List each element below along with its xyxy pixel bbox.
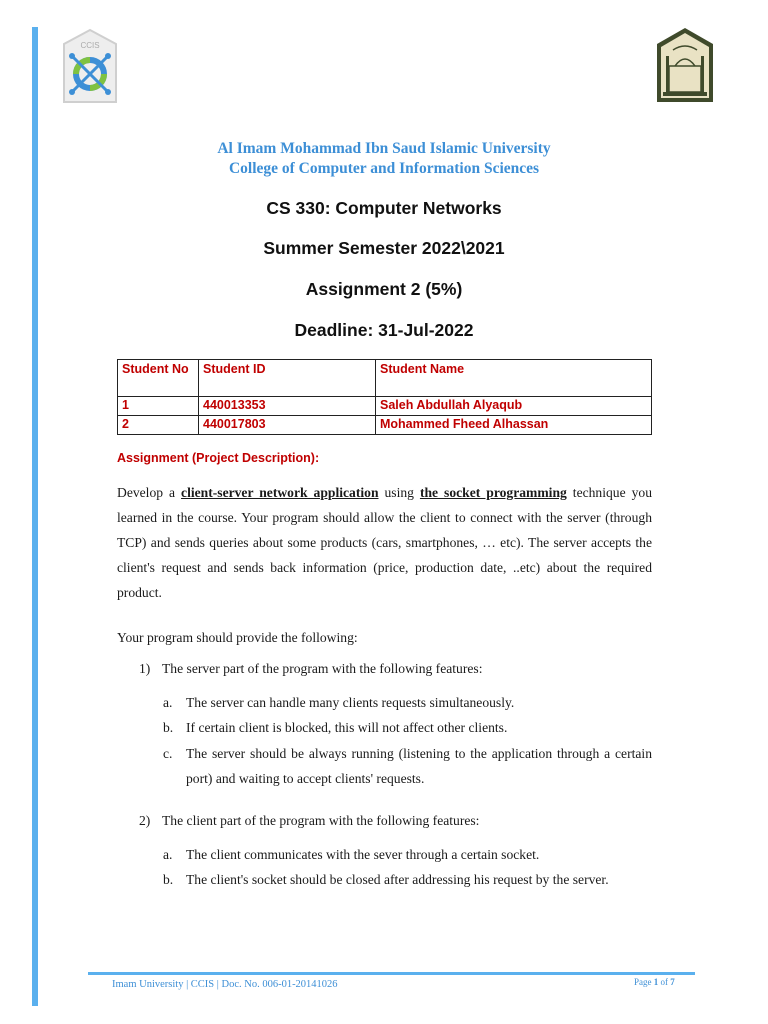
svg-text:CCIS: CCIS <box>80 41 100 50</box>
description-text: Develop a <box>117 485 182 500</box>
university-emblem <box>655 26 715 104</box>
part-number: 2) <box>139 813 151 828</box>
page-total: 7 <box>670 977 675 987</box>
description-text: using <box>378 485 420 500</box>
part-text: The client part of the program with the following features: <box>162 813 480 828</box>
feature-letter: a. <box>163 695 173 710</box>
description-emphasis: the socket programming <box>419 485 567 500</box>
table-row <box>118 416 652 435</box>
table-row <box>118 397 652 416</box>
header-student-no: Student No <box>118 360 199 397</box>
feature-text: The client's socket should be closed after addressing his request by the server. <box>186 872 609 887</box>
student-no: 1 <box>118 397 199 416</box>
feature-letter: b. <box>163 872 174 887</box>
description-emphasis: client-server network application <box>181 485 379 500</box>
student-name: Mohammed Fheed Alhassan <box>376 416 652 435</box>
header-student-name: Student Name <box>376 360 652 397</box>
part-text: The server part of the program with the following features: <box>162 661 483 676</box>
page-of: of <box>660 977 668 987</box>
feature-letter: c. <box>163 746 173 761</box>
assignment-title: Assignment 2 (5%) <box>305 279 463 299</box>
student-id: 440017803 <box>199 416 376 435</box>
description-text: technique you learned in the course. Your program should allow the client to connect with the server (through TCP) and sends queries about some products (cars, smartphones, … etc). The server accepts the client's request and sends back information (price, production date, ..etc) about the required product. <box>117 485 652 600</box>
college-name: College of Computer and Information Sciences <box>228 160 540 177</box>
table-header-row <box>118 360 652 397</box>
feature-letter: a. <box>163 847 173 862</box>
student-id: 440013353 <box>199 397 376 416</box>
part-number: 1) <box>139 661 151 676</box>
course-title: CS 330: Computer Networks <box>266 198 502 218</box>
page-number <box>634 977 675 987</box>
header-student-id: Student ID <box>199 360 376 397</box>
student-no: 2 <box>118 416 199 435</box>
feature-text: The client communicates with the sever through a certain socket. <box>186 847 540 862</box>
student-name: Saleh Abdullah Alyaqub <box>376 397 652 416</box>
project-description <box>117 480 652 605</box>
semester-title: Summer Semester 2022\2021 <box>263 238 505 258</box>
page-current: 1 <box>653 977 659 987</box>
footer-doc-info: Imam University | CCIS | Doc. No. 006-01-20141026 <box>112 979 338 990</box>
feature-text: The server can handle many clients requests simultaneously. <box>186 695 515 710</box>
footer-divider <box>88 972 695 975</box>
section-heading: Assignment (Project Description): <box>117 451 320 465</box>
students-table <box>117 359 652 435</box>
feature-letter: b. <box>163 720 174 735</box>
feature-text: The server should be always running (listening to the application through a certain port) and waiting to accept clients' requests. <box>186 746 652 786</box>
deadline-title: Deadline: 31-Jul-2022 <box>294 320 474 340</box>
requirements-intro: Your program should provide the following: <box>117 630 358 645</box>
ccis-logo <box>60 28 120 106</box>
page-label: Page <box>634 977 652 987</box>
feature-text: If certain client is blocked, this will not affect other clients. <box>186 720 508 735</box>
university-name: Al Imam Mohammad Ibn Saud Islamic University <box>217 140 551 157</box>
